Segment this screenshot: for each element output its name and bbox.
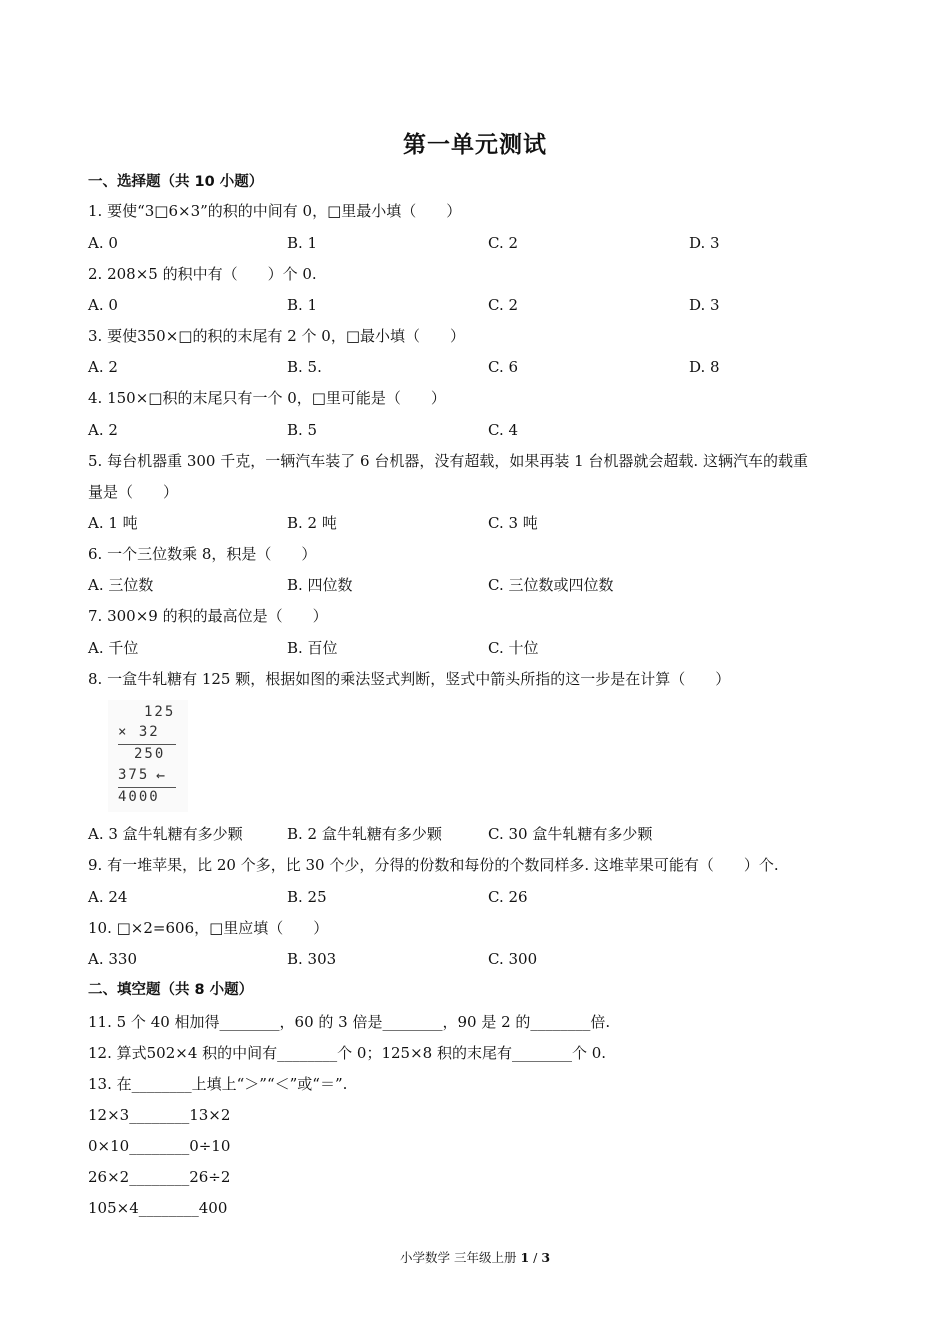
question-1: 1. 要使“3□6×3”的积的中间有 0，□里最小填（ ） xyxy=(88,202,462,220)
option-5c: C. 3 吨 xyxy=(488,514,538,532)
option-3c: C. 6 xyxy=(488,358,519,376)
page-title: 第一单元测试 xyxy=(403,132,547,158)
question-5-continued: 量是（ ） xyxy=(88,483,179,501)
option-6b: B. 四位数 xyxy=(287,576,353,594)
arrow-icon: ← xyxy=(156,766,166,784)
question-11: 11. 5 个 40 相加得________，60 的 3 倍是________，90 是 2 的________倍. xyxy=(88,1013,611,1031)
option-3a: A. 2 xyxy=(88,358,118,376)
calc-partial-2: 375 xyxy=(118,767,150,783)
option-1a: A. 0 xyxy=(88,234,118,252)
question-13: 13. 在________上填上“＞”“＜”或“＝”. xyxy=(88,1075,348,1093)
option-1d: D. 3 xyxy=(689,234,720,252)
option-10c: C. 300 xyxy=(488,950,538,968)
option-10a: A. 330 xyxy=(88,950,137,968)
option-7a: A. 千位 xyxy=(88,639,139,657)
question-7: 7. 300×9 的积的最高位是（ ） xyxy=(88,607,328,625)
option-8b: B. 2 盒牛轧糖有多少颗 xyxy=(287,825,442,843)
option-1c: C. 2 xyxy=(488,234,519,252)
page-total: 3 xyxy=(541,1250,551,1265)
option-9c: C. 26 xyxy=(488,888,528,906)
section-heading-fill: 二、填空题（共 8 小题） xyxy=(88,982,254,998)
calc-partial-1: 250 xyxy=(134,746,166,762)
option-5b: B. 2 吨 xyxy=(287,514,337,532)
option-2b: B. 1 xyxy=(287,296,318,314)
calc-multiplier: × 32 xyxy=(118,724,160,740)
calc-product: 4000 xyxy=(118,789,160,805)
option-6c: C. 三位数或四位数 xyxy=(488,576,614,594)
calc-rule-2 xyxy=(118,787,176,788)
comparison-4: 105×4________400 xyxy=(88,1199,228,1217)
question-6: 6. 一个三位数乘 8，积是（ ） xyxy=(88,545,317,563)
page-separator: / xyxy=(529,1250,542,1265)
option-4b: B. 5 xyxy=(287,421,318,439)
page-number: 1 xyxy=(520,1250,530,1265)
option-8c: C. 30 盒牛轧糖有多少颗 xyxy=(488,825,653,843)
option-4c: C. 4 xyxy=(488,421,519,439)
option-2c: C. 2 xyxy=(488,296,519,314)
question-8: 8. 一盒牛轧糖有 125 颗，根据如图的乘法竖式判断，竖式中箭头所指的这一步是在计算（ ） xyxy=(88,670,731,688)
question-4: 4. 150×□积的末尾只有一个 0，□里可能是（ ） xyxy=(88,389,446,407)
option-6a: A. 三位数 xyxy=(88,576,154,594)
option-7b: B. 百位 xyxy=(287,639,338,657)
comparison-2: 0×10________0÷10 xyxy=(88,1137,231,1155)
option-3b: B. 5. xyxy=(287,358,322,376)
option-2a: A. 0 xyxy=(88,296,118,314)
option-1b: B. 1 xyxy=(287,234,318,252)
option-2d: D. 3 xyxy=(689,296,720,314)
question-12: 12. 算式502×4 积的中间有________个 0；125×8 积的末尾有________个 0. xyxy=(88,1044,607,1062)
multiplication-figure xyxy=(108,700,188,812)
footer-label: 小学数学 三年级上册 xyxy=(399,1250,521,1265)
option-3d: D. 8 xyxy=(689,358,720,376)
page-footer xyxy=(0,1248,950,1266)
option-4a: A. 2 xyxy=(88,421,118,439)
option-8a: A. 3 盒牛轧糖有多少颗 xyxy=(88,825,243,843)
option-9a: A. 24 xyxy=(88,888,128,906)
comparison-3: 26×2________26÷2 xyxy=(88,1168,231,1186)
question-10: 10. □×2=606，□里应填（ ） xyxy=(88,919,329,937)
calc-multiplicand: 125 xyxy=(144,704,176,720)
section-heading-choice: 一、选择题（共 10 小题） xyxy=(88,174,264,190)
question-9: 9. 有一堆苹果，比 20 个多，比 30 个少，分得的份数和每份的个数同样多. 这堆苹果可能有（ ）个. xyxy=(88,856,779,874)
option-10b: B. 303 xyxy=(287,950,337,968)
calc-rule-1 xyxy=(118,744,176,745)
comparison-1: 12×3________13×2 xyxy=(88,1106,231,1124)
option-5a: A. 1 吨 xyxy=(88,514,138,532)
question-2: 2. 208×5 的积中有（ ）个 0. xyxy=(88,265,317,283)
option-9b: B. 25 xyxy=(287,888,327,906)
question-5: 5. 每台机器重 300 千克，一辆汽车装了 6 台机器，没有超载，如果再装 1 台机器就会超载. 这辆汽车的载重 xyxy=(88,452,808,470)
option-7c: C. 十位 xyxy=(488,639,539,657)
question-3: 3. 要使350×□的积的末尾有 2 个 0，□最小填（ ） xyxy=(88,327,466,345)
